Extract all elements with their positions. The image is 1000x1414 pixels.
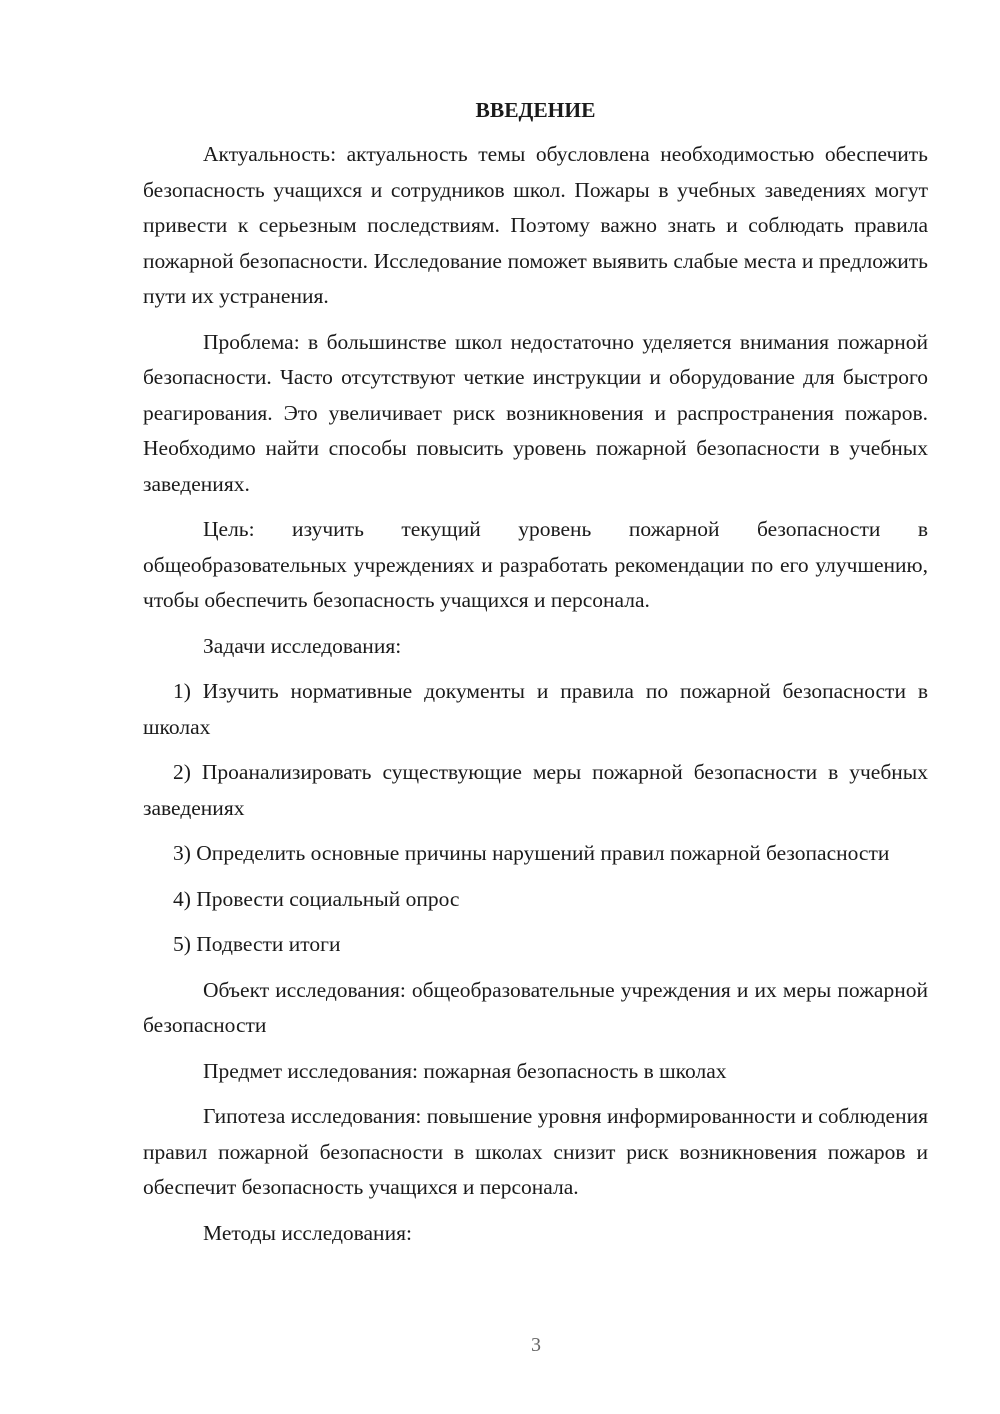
subject-paragraph: Предмет исследования: пожарная безопасность в школах — [203, 1058, 727, 1083]
task-item-2: 2) Проанализировать существующие меры пожарной безопасности в учебных заведениях — [143, 760, 928, 820]
task-item-1: 1) Изучить нормативные документы и правила по пожарной безопасности в школах — [143, 679, 928, 739]
task-item-5: 5) Подвести итоги — [173, 932, 341, 956]
document-page — [143, 95, 928, 1261]
problem-paragraph: Проблема: в большинстве школ недостаточно уделяется внимания пожарной безопасности. Часто отсутствуют четкие инструкции и оборудование для быстрого реагирования. Это увеличивает риск возникновения и распространения пожаров. Необходимо найти способы повысить уровень пожарной безопасности в учебных заведениях. — [143, 329, 928, 496]
methods-heading: Методы исследования: — [203, 1220, 412, 1245]
hypothesis-paragraph: Гипотеза исследования: повышение уровня информированности и соблюдения правил пожарной безопасности в школах снизит риск возникновения пожаров и обеспечит безопасность учащихся и персонала. — [143, 1104, 928, 1199]
page-number: 3 — [531, 1334, 541, 1356]
goal-paragraph: Цель: изучить текущий уровень пожарной безопасности в общеобразовательных учреждениях и разработать рекомендации по его улучшению, чтобы обеспечить безопасность учащихся и персонала. — [143, 517, 928, 612]
task-item-4: 4) Провести социальный опрос — [173, 886, 460, 911]
tasks-heading: Задачи исследования: — [203, 633, 402, 658]
relevance-paragraph: Актуальность: актуальность темы обусловлена необходимостью обеспечить безопасность учащихся и сотрудников школ. Пожары в учебных заведениях могут привести к серьезным последствиям. Поэтому важно знать и соблюдать правила пожарной безопасности. Исследование поможет выявить слабые места и предложить пути их устранения. — [143, 142, 928, 308]
task-item-3: 3) Определить основные причины нарушений правил пожарной безопасности — [173, 841, 890, 865]
page-title: ВВЕДЕНИЕ — [475, 98, 596, 122]
object-paragraph: Объект исследования: общеобразовательные учреждения и их меры пожарной безопасности — [143, 977, 928, 1037]
